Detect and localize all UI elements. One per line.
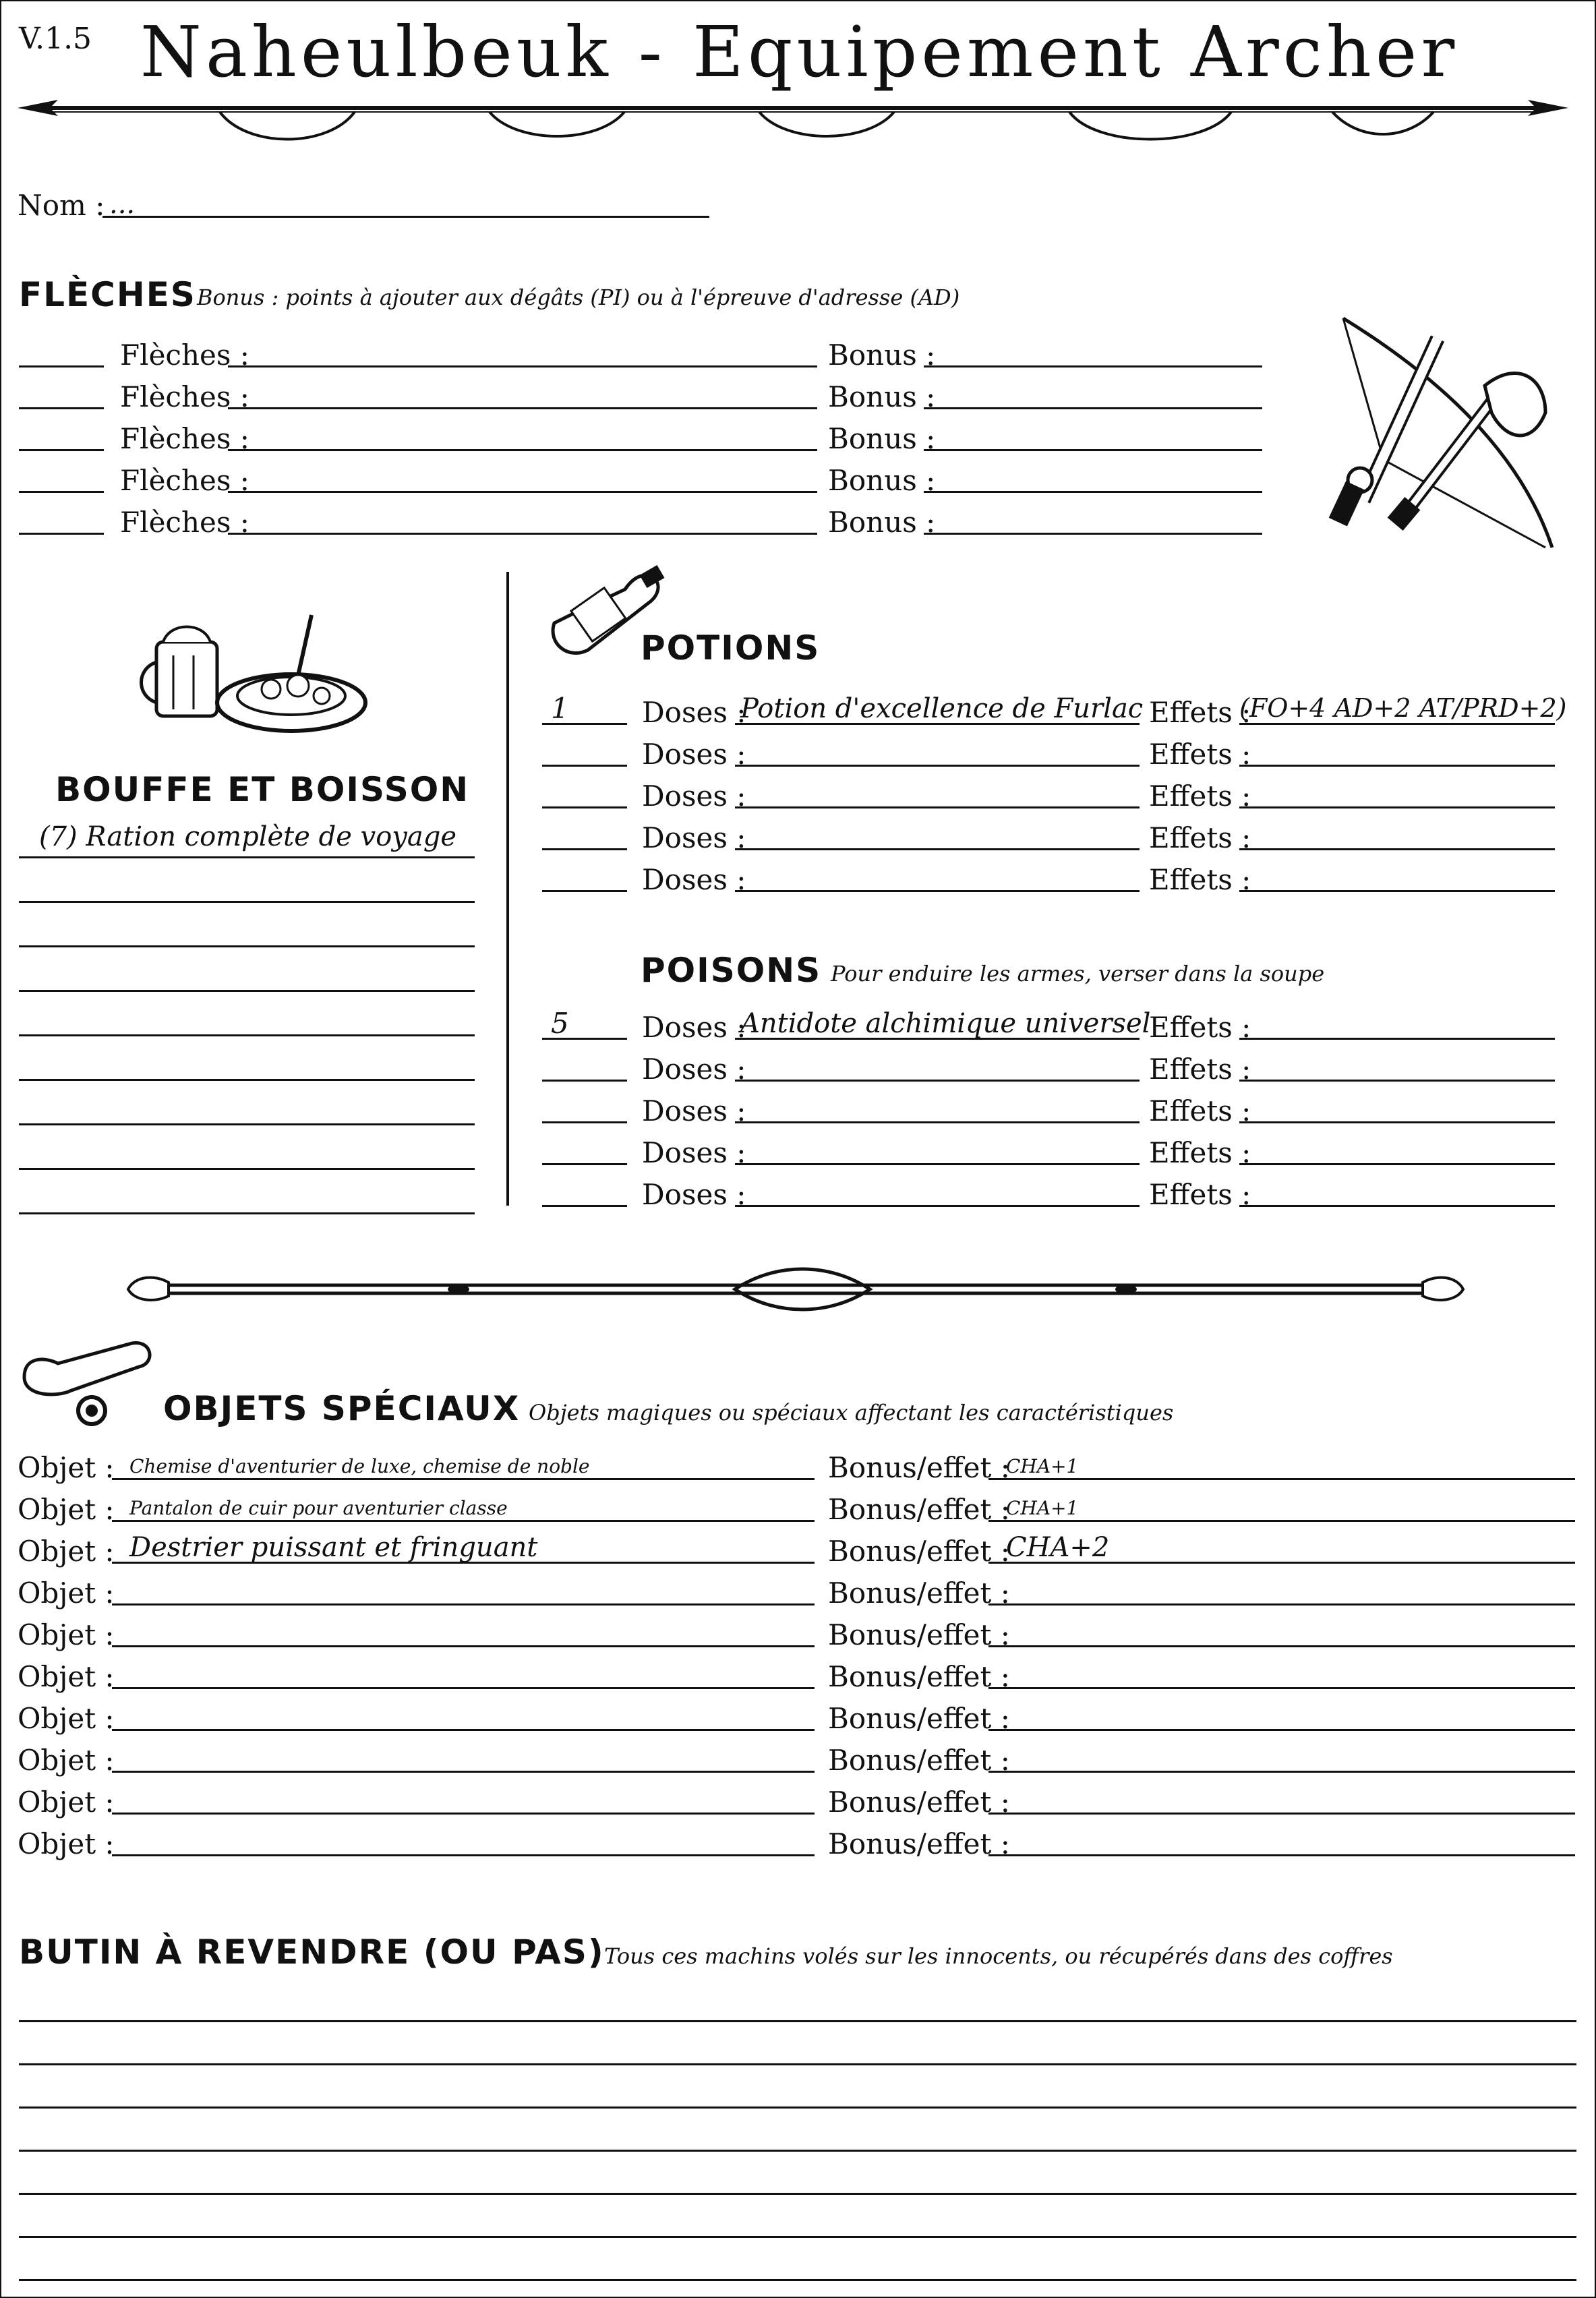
poisons-doses-label: Doses : <box>642 1011 746 1044</box>
section-title-fleches: FLÈCHES <box>19 275 196 314</box>
objet-bonus-label: Bonus/effet : <box>828 1827 1010 1860</box>
potions-qty-field[interactable] <box>542 890 627 892</box>
potions-qty-field[interactable] <box>542 806 627 808</box>
fleches-label: Flèches : <box>120 422 249 455</box>
potions-name-field[interactable] <box>735 765 1140 767</box>
poisons-effets-label: Effets : <box>1149 1178 1251 1211</box>
objet-bonus-label: Bonus/effet : <box>828 1451 1010 1484</box>
fleches-qty-field[interactable] <box>19 365 104 367</box>
poisons-qty-field[interactable] <box>542 1080 627 1082</box>
poisons-name-field[interactable] <box>735 1080 1140 1082</box>
bouffe-line[interactable] <box>19 901 475 903</box>
fleches-label: Flèches : <box>120 506 249 539</box>
name-label: Nom : <box>18 189 105 222</box>
objet-bonus-field[interactable] <box>988 1645 1575 1647</box>
objet-value: Destrier puissant et fringuant <box>129 1532 538 1563</box>
objet-label: Objet : <box>18 1535 115 1568</box>
objet-bonus-label: Bonus/effet : <box>828 1660 1010 1693</box>
potions-effets-field[interactable] <box>1239 806 1555 808</box>
objet-bonus-label: Bonus/effet : <box>828 1493 1010 1526</box>
potions-doses-label: Doses : <box>642 821 746 854</box>
poisons-qty-field[interactable] <box>542 1163 627 1165</box>
fleches-bonus-label: Bonus : <box>828 506 936 539</box>
butin-line[interactable] <box>19 2150 1576 2152</box>
objet-label: Objet : <box>18 1577 115 1610</box>
objet-label: Objet : <box>18 1618 115 1651</box>
fleches-bonus-field[interactable] <box>924 533 1262 535</box>
objet-label: Objet : <box>18 1744 115 1777</box>
objet-bonus: CHA+1 <box>1006 1455 1079 1477</box>
arrow-divider-icon <box>18 88 1568 148</box>
fleches-label: Flèches : <box>120 338 249 372</box>
objet-field[interactable] <box>112 1687 815 1689</box>
fleches-subtitle: Bonus : points à ajouter aux dégâts (PI) ou à l'épreuve d'adresse (AD) <box>197 285 960 310</box>
potions-doses-label: Doses : <box>642 779 746 813</box>
potions-qty-field[interactable] <box>542 765 627 767</box>
objet-field[interactable] <box>112 1645 815 1647</box>
objet-field[interactable] <box>112 1478 815 1480</box>
butin-subtitle: Tous ces machins volés sur les innocents, ou récupérés dans des coffres <box>604 1943 1393 1969</box>
fleches-qty-field[interactable] <box>19 449 104 451</box>
bouffe-line[interactable] <box>19 1123 475 1125</box>
fleches-bonus-label: Bonus : <box>828 422 936 455</box>
potions-doses-label: Doses : <box>642 738 746 771</box>
objet-bonus-label: Bonus/effet : <box>828 1618 1010 1651</box>
objet-bonus-field[interactable] <box>988 1687 1575 1689</box>
poisons-effets-label: Effets : <box>1149 1011 1251 1044</box>
objet-bonus-field[interactable] <box>988 1813 1575 1815</box>
poisons-effets-field[interactable] <box>1239 1080 1555 1082</box>
objet-label: Objet : <box>18 1827 115 1860</box>
objet-label: Objet : <box>18 1451 115 1484</box>
column-divider <box>506 572 509 1206</box>
butin-line[interactable] <box>19 2279 1576 2281</box>
poisons-subtitle: Pour enduire les armes, verser dans la soupe <box>831 961 1325 986</box>
fleches-bonus-field[interactable] <box>924 407 1262 409</box>
page-title: Naheulbeuk - Equipement Archer <box>140 11 1459 93</box>
objet-bonus-label: Bonus/effet : <box>828 1535 1010 1568</box>
poisons-effets-field[interactable] <box>1239 1121 1555 1123</box>
objet-value: Chemise d'aventurier de luxe, chemise de noble <box>129 1455 590 1477</box>
bouffe-line[interactable] <box>19 945 475 947</box>
section-title-potions: POTIONS <box>641 628 821 668</box>
section-title-objets: OBJETS SPÉCIAUX <box>163 1389 521 1428</box>
poisons-name-field[interactable] <box>735 1121 1140 1123</box>
potions-effets-field[interactable] <box>1239 723 1555 725</box>
fleches-name-field[interactable] <box>228 449 817 451</box>
objet-field[interactable] <box>112 1854 815 1856</box>
poisons-effets-field[interactable] <box>1239 1163 1555 1165</box>
fleches-name-field[interactable] <box>228 491 817 493</box>
potions-effets-label: Effets : <box>1149 863 1251 896</box>
poisons-qty: 5 <box>551 1007 569 1040</box>
poisons-name-field[interactable] <box>735 1205 1140 1207</box>
poisons-doses-label: Doses : <box>642 1094 746 1127</box>
fleches-bonus-label: Bonus : <box>828 338 936 372</box>
potions-effets-label: Effets : <box>1149 738 1251 771</box>
objet-value: Pantalon de cuir pour aventurier classe <box>129 1497 508 1519</box>
potions-doses-label: Doses : <box>642 696 746 729</box>
potions-effets-label: Effets : <box>1149 779 1251 813</box>
poisons-doses-label: Doses : <box>642 1136 746 1169</box>
objet-field[interactable] <box>112 1729 815 1731</box>
fleches-qty-field[interactable] <box>19 533 104 535</box>
fleches-name-field[interactable] <box>228 407 817 409</box>
objet-bonus-label: Bonus/effet : <box>828 1744 1010 1777</box>
fleches-bonus-label: Bonus : <box>828 464 936 497</box>
butin-line[interactable] <box>19 2106 1576 2109</box>
poisons-effets-field[interactable] <box>1239 1205 1555 1207</box>
fleches-bonus-label: Bonus : <box>828 380 936 413</box>
butin-line[interactable] <box>19 2020 1576 2022</box>
food-plate-icon <box>136 601 365 736</box>
objet-label: Objet : <box>18 1660 115 1693</box>
objet-bonus: CHA+2 <box>1006 1532 1110 1563</box>
name-line <box>102 216 709 218</box>
crossed-weapons-icon <box>1323 312 1572 554</box>
bouffe-line[interactable] <box>19 856 475 858</box>
objet-label: Objet : <box>18 1786 115 1819</box>
potions-name-field[interactable] <box>735 848 1140 850</box>
objet-field[interactable] <box>112 1771 815 1773</box>
objet-bonus-field[interactable] <box>988 1729 1575 1731</box>
bouffe-line[interactable] <box>19 1079 475 1081</box>
potions-effets: (FO+4 AD+2 AT/PRD+2) <box>1239 693 1567 723</box>
fleches-qty-field[interactable] <box>19 407 104 409</box>
scroll-ring-icon <box>18 1336 159 1431</box>
objet-bonus-label: Bonus/effet : <box>828 1786 1010 1819</box>
fleches-bonus-field[interactable] <box>924 365 1262 367</box>
objet-bonus: CHA+1 <box>1006 1497 1079 1519</box>
potions-effets-label: Effets : <box>1149 821 1251 854</box>
objet-label: Objet : <box>18 1493 115 1526</box>
potions-name-field[interactable] <box>735 806 1140 808</box>
fleches-bonus-field[interactable] <box>924 449 1262 451</box>
poisons-effets-field[interactable] <box>1239 1038 1555 1040</box>
bouffe-line[interactable] <box>19 1034 475 1036</box>
section-title-butin: BUTIN À REVENDRE (OU PAS) <box>19 1933 605 1972</box>
butin-line[interactable] <box>19 2063 1576 2065</box>
bouffe-line[interactable] <box>19 1212 475 1214</box>
poisons-name-field[interactable] <box>735 1163 1140 1165</box>
staff-divider-icon <box>128 1262 1463 1309</box>
fleches-name-field[interactable] <box>228 533 817 535</box>
potions-effets-field[interactable] <box>1239 848 1555 850</box>
objet-bonus-label: Bonus/effet : <box>828 1702 1010 1735</box>
poisons-qty-field[interactable] <box>542 1205 627 1207</box>
name-value[interactable]: ... <box>109 189 136 220</box>
fleches-bonus-field[interactable] <box>924 491 1262 493</box>
objet-bonus-field[interactable] <box>988 1854 1575 1856</box>
potions-name: Potion d'excellence de Furlac <box>740 693 1144 724</box>
poisons-doses-label: Doses : <box>642 1053 746 1086</box>
poisons-name: Antidote alchimique universel <box>740 1008 1151 1039</box>
bouffe-entry: (7) Ration complète de voyage <box>39 821 457 852</box>
butin-line[interactable] <box>19 2193 1576 2195</box>
version-label: V.1.5 <box>19 22 92 56</box>
fleches-name-field[interactable] <box>228 365 817 367</box>
objet-field[interactable] <box>112 1520 815 1522</box>
potions-effets-field[interactable] <box>1239 890 1555 892</box>
objet-bonus-label: Bonus/effet : <box>828 1577 1010 1610</box>
potions-effets-label: Effets : <box>1149 696 1251 729</box>
poisons-qty-field[interactable] <box>542 1121 627 1123</box>
objet-label: Objet : <box>18 1702 115 1735</box>
fleches-qty-field[interactable] <box>19 491 104 493</box>
objet-bonus-field[interactable] <box>988 1771 1575 1773</box>
bouffe-line[interactable] <box>19 990 475 992</box>
objet-bonus-field[interactable] <box>988 1603 1575 1605</box>
potions-effets-field[interactable] <box>1239 765 1555 767</box>
section-title-poisons: POISONS <box>641 951 822 990</box>
objet-bonus-field[interactable] <box>988 1478 1575 1480</box>
butin-line[interactable] <box>19 2236 1576 2238</box>
potions-qty: 1 <box>551 692 569 725</box>
potions-doses-label: Doses : <box>642 863 746 896</box>
objet-field[interactable] <box>112 1603 815 1605</box>
potions-qty-field[interactable] <box>542 848 627 850</box>
section-title-bouffe: BOUFFE ET BOISSON <box>55 770 470 809</box>
fleches-label: Flèches : <box>120 464 249 497</box>
potions-name-field[interactable] <box>735 890 1140 892</box>
poisons-doses-label: Doses : <box>642 1178 746 1211</box>
objet-bonus-field[interactable] <box>988 1520 1575 1522</box>
fleches-label: Flèches : <box>120 380 249 413</box>
bouffe-line[interactable] <box>19 1168 475 1170</box>
objet-field[interactable] <box>112 1813 815 1815</box>
poisons-effets-label: Effets : <box>1149 1136 1251 1169</box>
poisons-effets-label: Effets : <box>1149 1094 1251 1127</box>
poisons-effets-label: Effets : <box>1149 1053 1251 1086</box>
objets-subtitle: Objets magiques ou spéciaux affectant les caractéristiques <box>529 1400 1174 1425</box>
